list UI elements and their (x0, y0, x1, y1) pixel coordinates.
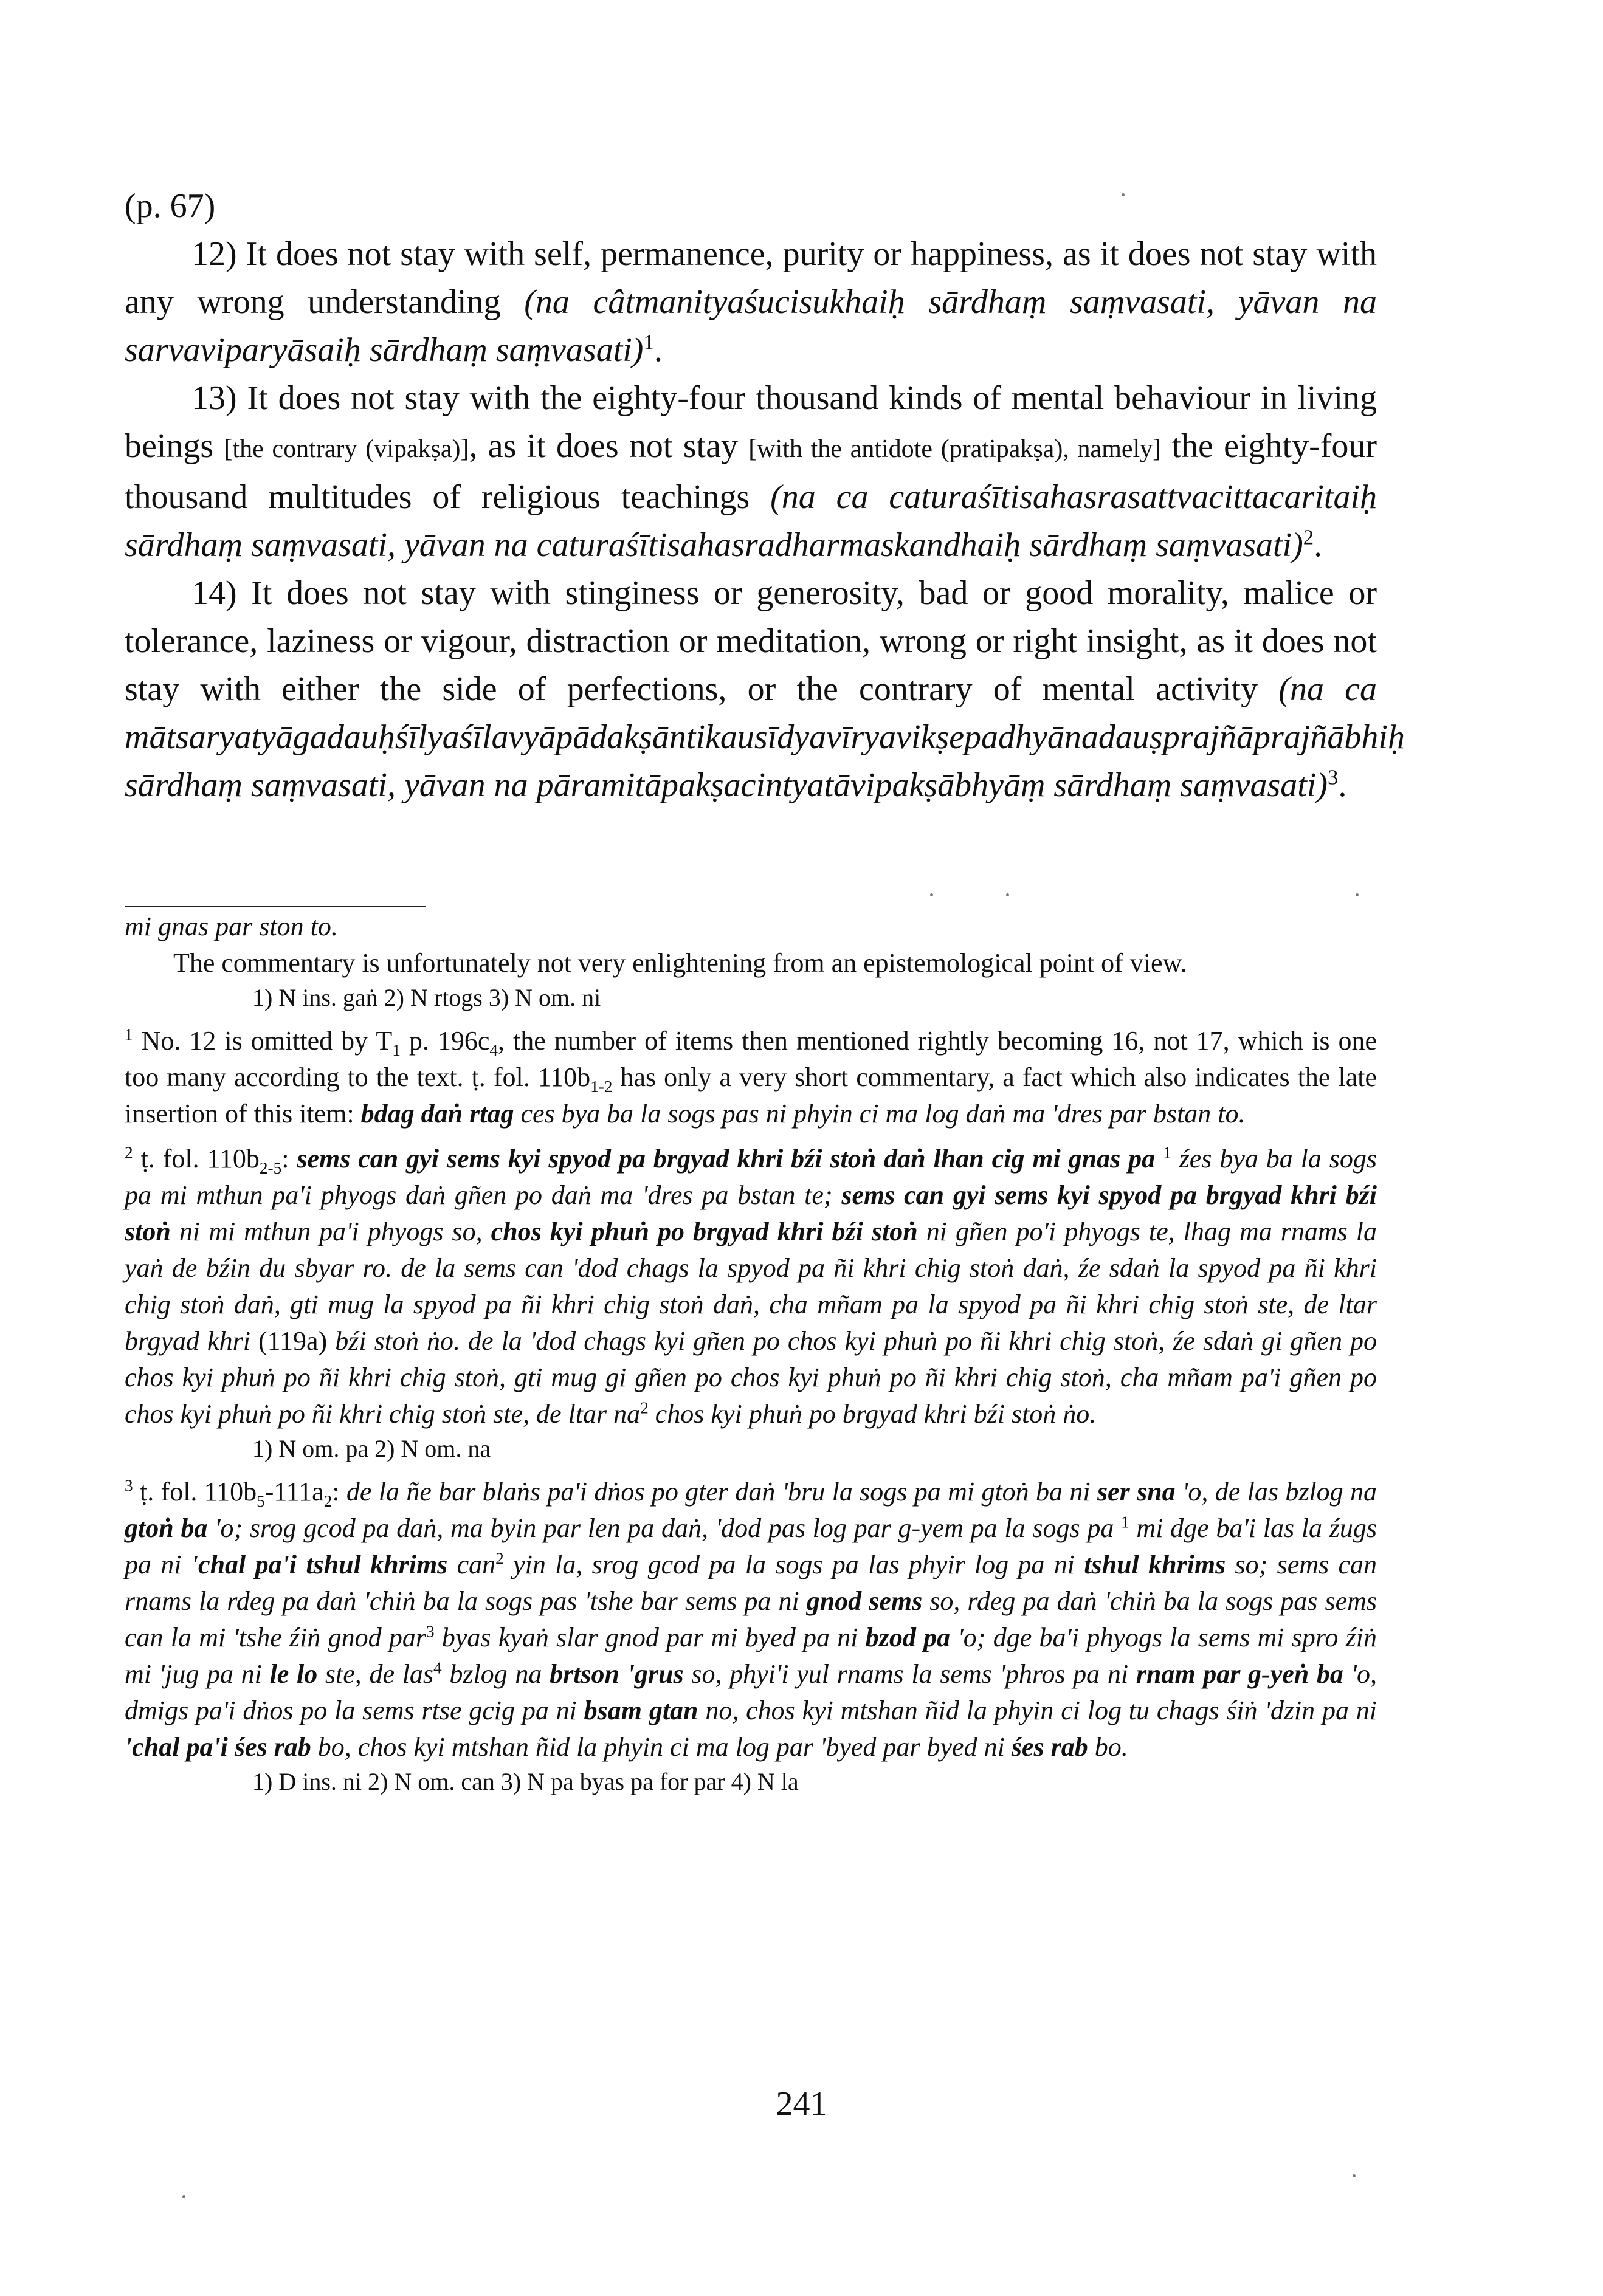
scan-speck (1006, 893, 1009, 896)
scan-speck (1122, 193, 1125, 196)
paragraph-12: 12) It does not stay with self, permanence, purity or happiness, as it does not stay with any wrong understanding (na câtmanityaśucisukhaiḥ sārdhaṃ saṃvasati, yāvan na sarvaviparyāsaiḥ sārdhaṃ saṃvasati)$^1$. (125, 235, 1377, 369)
paragraph-14: 14) It does not stay with stinginess or generosity, bad or good morality, malice or tolerance, laziness or vigour, distraction or meditation, wrong or right insight, as it does not stay with either the side of perfections, or the contrary of mental activity (na ca mātsaryatyāgadauḥśīlyaśīlavyāpādakṣāntikausīdyavīryavikṣepadhyānadauṣprajñāprajñābhiḥ sārdhaṃ saṃvasati, yāvan na pāramitāpakṣacintyatāvipakṣābhyāṃ sārdhaṃ saṃvasati)$^3$. (125, 574, 1405, 804)
footnote-3: $^3$ ṭ. fol. $110b_5-111a_2$: de la ñe bar blaṅs pa'i dṅos po gter daṅ 'bru la sogs pa mi gtoṅ ba ni ser sna 'o, de las bzlog na gtoṅ ba 'o; srog gcod pa daṅ, ma byin par len pa daṅ, 'dod pas log par g-yem pa la sogs pa $^1$ mi dge ba'i las la źugs pa ni 'chal pa'i tshul khrims can$^2$ yin la, srog gcod pa la sogs pa las phyir log pa ni tshul khrims so; sems can rnams la rdeg pa daṅ 'chiṅ ba la sogs pas 'tshe bar sems pa ni gnod sems so, rdeg pa daṅ 'chiṅ ba la sogs pas sems can la mi 'tshe źiṅ gnod par$^3$ byas kyaṅ slar gnod par mi byed pa ni bzod pa 'o; dge ba'i phyogs la sems mi spro źiṅ mi 'jug pa ni le lo ste, de las$^4$ bzlog na brtson 'grus so, phyi'i yul rnams la sems 'phros pa ni rnam par g-yeṅ ba 'o, dmigs pa'i dṅos po la sems rtse gcig pa ni bsam gtan no, chos kyi mtshan ñid la phyin ci log tu chags śiṅ 'dzin pa ni 'chal pa'i śes rab bo, chos kyi mtshan ñid la phyin ci ma log par 'byed par byed ni śes rab bo. (125, 1476, 1377, 1762)
carryover-comment: The commentary is unfortunately not very enlightening from an epistemological point of view. (173, 948, 1187, 978)
page-number: 241 (776, 2085, 827, 2123)
sanskrit-13: (na ca caturaśītisahasrasattvacittacaritaiḥ sārdhaṃ saṃvasati, yāvan na caturaśītisahasradharmaskandhaiḥ sārdhaṃ saṃvasati) (125, 478, 1377, 564)
carryover-tibetan: mi gnas par ston to. (125, 912, 338, 941)
footnote-3-variants: 1) D ins. ni 2) N om. can 3) N pa byas pa for par 4) N la (252, 1768, 799, 1795)
footnote-rule (125, 906, 426, 907)
scan-speck (930, 893, 933, 896)
sanskrit-14: (na ca mātsaryatyāgadauḥśīlyaśīlavyāpādakṣāntikausīdyavīryavikṣepadhyānadauṣprajñāprajñābhiḥ sārdhaṃ saṃvasati, yāvan na pāramitāpakṣacintyatāvipakṣābhyāṃ sārdhaṃ saṃvasati) (125, 670, 1405, 804)
footnote-1: $^1$ No. 12 is omitted by $T_1$ p. $196c_4$, the number of items then mentioned rightly becoming 16, not 17, which is one too many according to the text. ṭ. fol. $110b_{1-2}$ has only a very short commentary, a fact which also indicates the late insertion of this item: bdag daṅ rtag ces bya ba la sogs pas ni phyin ci ma log daṅ ma 'dres par bstan to. (125, 1025, 1377, 1129)
scan-speck (1356, 893, 1359, 896)
page-reference: (p. 67) (125, 187, 216, 225)
footnote-2-variants: 1) N om. pa 2) N om. na (252, 1435, 491, 1462)
footnotes (125, 909, 1377, 1798)
scan-speck (182, 2195, 185, 2198)
main-text (125, 182, 1405, 809)
carryover-variants: 1) N ins. gaṅ 2) N rtogs 3) N om. ni (252, 984, 601, 1011)
sanskrit-12: (na câtmanityaśucisukhaiḥ sārdhaṃ saṃvasati, yāvan na sarvaviparyāsaiḥ sārdhaṃ saṃvasati) (125, 283, 1377, 369)
bracket-note: [the contrary (vipakṣa)] (224, 435, 469, 463)
bracket-note: [with the antidote (pratipakṣa), namely] (748, 435, 1162, 463)
scan-speck (1353, 2174, 1356, 2177)
footnote-2: $^2$ ṭ. fol. $110b_{2-5}$: sems can gyi sems kyi spyod pa brgyad khri bźi stoṅ daṅ lhan cig mi gnas pa $^1$ źes bya ba la sogs pa mi mthun pa'i phyogs daṅ gñen po daṅ ma 'dres pa bstan te; sems can gyi sems kyi spyod pa brgyad khri bźi stoṅ ni mi mthun pa'i phyogs so, chos kyi phuṅ po brgyad khri bźi stoṅ ni gñen po'i phyogs te, lhag ma rnams la yaṅ de bźin du sbyar ro. de la sems can 'dod chags la spyod pa ñi khri chig stoṅ daṅ, źe sdaṅ la spyod pa ñi khri chig stoṅ daṅ, gti mug la spyod pa ñi khri chig stoṅ daṅ, cha mñam pa la spyod pa ñi khri chig stoṅ ste, de ltar brgyad khri (119a) bźi stoṅ ṅo. de la 'dod chags kyi gñen po chos kyi phuṅ po ñi khri chig stoṅ, źe sdaṅ gi gñen po chos kyi phuṅ po ñi khri chig stoṅ, gti mug gi gñen po chos kyi phuṅ po ñi khri chig stoṅ, cha mñam pa'i gñen po chos kyi phuṅ po ñi khri chig stoṅ ste, de ltar $na^2$ chos kyi phuṅ po brgyad khri bźi stoṅ ṅo. (125, 1143, 1377, 1429)
paragraph-13: 13) It does not stay with the eighty-four thousand kinds of mental behaviour in living beings [the contrary (vipakṣa)], as it does not stay [with the antidote (pratipakṣa), namely] the eighty-four thousand multitudes of religious teachings (na ca caturaśītisahasrasattvacittacaritaiḥ sārdhaṃ saṃvasati, yāvan na caturaśītisahasradharmaskandhaiḥ sārdhaṃ saṃvasati)$^2$. (125, 379, 1377, 564)
